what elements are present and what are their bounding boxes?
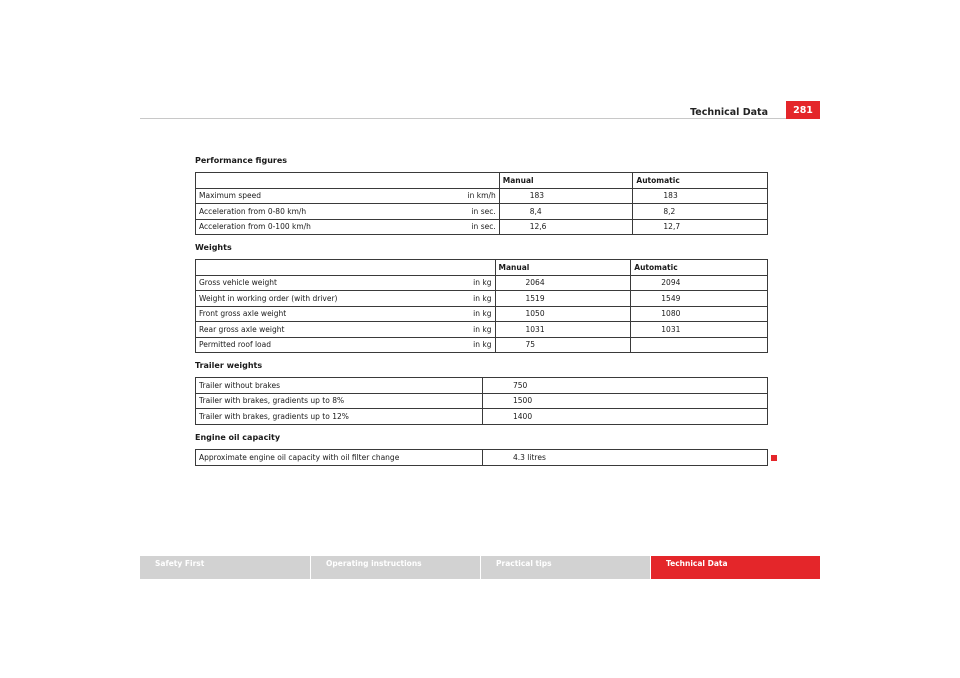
trailer-table [195,377,768,425]
row-label: Maximum speed [196,188,465,204]
page-number: 281 [786,101,820,119]
col-header-manual: Manual [499,173,633,189]
manual-value: 1031 [495,322,631,338]
table-row [196,291,768,307]
row-label: Trailer with brakes, gradients up to 8% [196,393,483,409]
oil-section-title: Engine oil capacity [195,433,281,442]
row-value: 1500 [483,393,768,409]
automatic-value: 1080 [631,306,768,322]
manual-value: 75 [495,337,631,353]
header-blank-cell [196,173,465,189]
footer-tab-practical-tips[interactable]: Practical tips [480,556,650,579]
row-unit: in kg [470,291,495,307]
row-label: Approximate engine oil capacity with oil filter change [196,450,483,466]
row-label: Acceleration from 0-100 km/h [196,219,465,235]
manual-value: 12,6 [499,219,633,235]
automatic-value: 1031 [631,322,768,338]
row-label: Gross vehicle weight [196,275,471,291]
weights-table [195,259,768,353]
manual-value: 183 [499,188,633,204]
table-row [196,219,768,235]
page-header-title: Technical Data [690,107,768,118]
manual-value: 1050 [495,306,631,322]
manual-value: 1519 [495,291,631,307]
automatic-value: 12,7 [633,219,768,235]
automatic-value: 1549 [631,291,768,307]
row-value: 4.3 litres [483,450,768,466]
row-label: Trailer with brakes, gradients up to 12% [196,409,483,425]
row-unit: in sec. [465,204,500,220]
automatic-value [631,337,768,353]
header-rule [140,118,820,119]
row-unit: in kg [470,275,495,291]
automatic-value: 8,2 [633,204,768,220]
row-unit: in kg [470,337,495,353]
table-row [196,275,768,291]
table-row [196,378,768,394]
table-row [196,450,768,466]
automatic-value: 2094 [631,275,768,291]
table-header-row [196,260,768,276]
table-row [196,322,768,338]
row-value: 1400 [483,409,768,425]
table-row [196,188,768,204]
oil-table [195,449,768,466]
trailer-section-title: Trailer weights [195,361,263,370]
row-value: 750 [483,378,768,394]
footer-tab-technical-data[interactable]: Technical Data [650,556,820,579]
header-blank-cell [465,173,500,189]
section-end-marker [771,455,777,461]
table-row [196,306,768,322]
header-blank-cell [196,260,471,276]
row-unit: in sec. [465,219,500,235]
row-unit: in kg [470,322,495,338]
table-row [196,337,768,353]
performance-table [195,172,768,235]
footer-tab-safety-first[interactable]: Safety First [140,556,310,579]
col-header-automatic: Automatic [633,173,768,189]
footer-nav [140,556,820,579]
col-header-automatic: Automatic [631,260,768,276]
row-label: Weight in working order (with driver) [196,291,471,307]
row-unit: in kg [470,306,495,322]
header-blank-cell [470,260,495,276]
table-row [196,409,768,425]
col-header-manual: Manual [495,260,631,276]
row-unit: in km/h [465,188,500,204]
row-label: Acceleration from 0-80 km/h [196,204,465,220]
manual-value: 2064 [495,275,631,291]
row-label: Trailer without brakes [196,378,483,394]
footer-tab-operating-instructions[interactable]: Operating instructions [310,556,480,579]
automatic-value: 183 [633,188,768,204]
manual-value: 8,4 [499,204,633,220]
table-header-row [196,173,768,189]
table-row [196,393,768,409]
row-label: Rear gross axle weight [196,322,471,338]
weights-section-title: Weights [195,243,232,252]
performance-section-title: Performance figures [195,156,288,165]
row-label: Front gross axle weight [196,306,471,322]
table-row [196,204,768,220]
row-label: Permitted roof load [196,337,471,353]
